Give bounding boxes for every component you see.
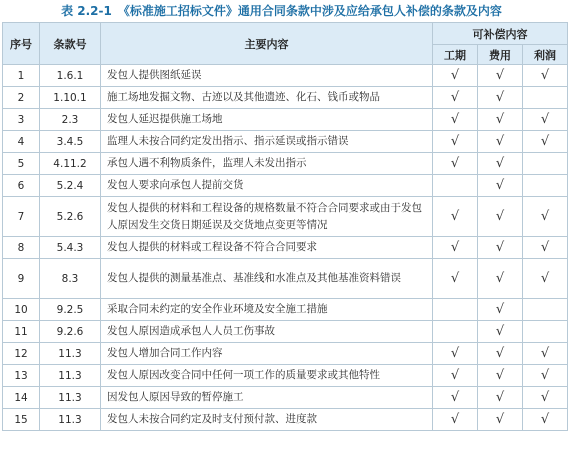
row-time-cell [433,175,478,197]
row-content: 发包人原因改变合同中任何一项工作的质量要求或其他特性 [101,365,433,387]
row-clause: 4.11.2 [40,153,101,175]
row-profit-cell [523,175,568,197]
row-cost-cell [478,237,523,259]
check-mark-icon: √ [450,209,460,224]
table-row [3,365,568,387]
table-row [3,175,568,197]
row-content: 监理人未按合同约定发出指示、指示延误或指示错误 [101,131,433,153]
row-content: 发包人增加合同工作内容 [101,343,433,365]
table-row [3,299,568,321]
table-row [3,409,568,431]
row-profit-cell [523,87,568,109]
row-time-cell [433,65,478,87]
check-mark-icon: √ [495,346,505,361]
table-row [3,237,568,259]
table-row [3,87,568,109]
row-clause: 11.3 [40,343,101,365]
check-mark-icon: √ [450,368,460,383]
check-mark-icon: √ [540,112,550,127]
row-profit-cell [523,365,568,387]
compensation-table [2,22,568,431]
row-seq: 5 [3,153,40,175]
row-clause: 11.3 [40,409,101,431]
row-clause: 11.3 [40,387,101,409]
row-content: 发包人提供图纸延误 [101,65,433,87]
row-cost-cell [478,109,523,131]
row-clause: 11.3 [40,365,101,387]
row-cost-cell [478,343,523,365]
check-mark-icon: √ [540,390,550,405]
table-row [3,109,568,131]
check-mark-icon: √ [450,390,460,405]
check-mark-icon: √ [495,271,505,286]
check-mark-icon: √ [540,271,550,286]
row-time-cell [433,343,478,365]
row-profit-cell [523,237,568,259]
check-mark-icon: √ [450,240,460,255]
row-time-cell [433,409,478,431]
check-mark-icon: √ [495,390,505,405]
row-seq: 8 [3,237,40,259]
row-content: 承包人遇不利物质条件，监理人未发出指示 [101,153,433,175]
table-row [3,343,568,365]
row-cost-cell [478,387,523,409]
header-clause: 条款号 [40,23,101,65]
row-seq: 1 [3,65,40,87]
check-mark-icon: √ [450,271,460,286]
row-time-cell [433,387,478,409]
row-profit-cell [523,259,568,299]
check-mark-icon: √ [495,112,505,127]
check-mark-icon: √ [450,346,460,361]
row-clause: 5.2.4 [40,175,101,197]
row-seq: 10 [3,299,40,321]
row-time-cell [433,197,478,237]
row-content: 发包人延迟提供施工场地 [101,109,433,131]
row-seq: 13 [3,365,40,387]
row-seq: 9 [3,259,40,299]
header-seq: 序号 [3,23,40,65]
row-cost-cell [478,153,523,175]
row-profit-cell [523,387,568,409]
row-seq: 14 [3,387,40,409]
row-cost-cell [478,409,523,431]
row-clause: 9.2.5 [40,299,101,321]
row-seq: 15 [3,409,40,431]
header-content: 主要内容 [101,23,433,65]
check-mark-icon: √ [495,209,505,224]
row-profit-cell [523,299,568,321]
check-mark-icon: √ [540,346,550,361]
row-content: 因发包人原因导致的暂停施工 [101,387,433,409]
row-content: 施工场地发掘文物、古迹以及其他遗迹、化石、钱币或物品 [101,87,433,109]
check-mark-icon: √ [540,240,550,255]
row-content: 发包人提供的材料或工程设备不符合合同要求 [101,237,433,259]
row-clause: 5.2.6 [40,197,101,237]
row-cost-cell [478,259,523,299]
check-mark-icon: √ [495,368,505,383]
check-mark-icon: √ [450,412,460,427]
table-row [3,131,568,153]
row-time-cell [433,365,478,387]
row-cost-cell [478,321,523,343]
row-cost-cell [478,175,523,197]
check-mark-icon: √ [495,412,505,427]
check-mark-icon: √ [495,240,505,255]
header-profit: 利润 [523,45,568,65]
row-seq: 12 [3,343,40,365]
check-mark-icon: √ [495,156,505,171]
row-seq: 4 [3,131,40,153]
check-mark-icon: √ [495,302,505,317]
row-seq: 11 [3,321,40,343]
check-mark-icon: √ [495,68,505,83]
check-mark-icon: √ [450,156,460,171]
check-mark-icon: √ [450,134,460,149]
row-profit-cell [523,109,568,131]
row-time-cell [433,237,478,259]
row-content: 采取合同未约定的安全作业环境及安全施工措施 [101,299,433,321]
row-profit-cell [523,153,568,175]
check-mark-icon: √ [540,209,550,224]
table-number: 表 2.2-1 [61,4,112,18]
row-time-cell [433,109,478,131]
row-clause: 8.3 [40,259,101,299]
row-profit-cell [523,321,568,343]
row-content: 发包人未按合同约定及时支付预付款、进度款 [101,409,433,431]
row-profit-cell [523,343,568,365]
check-mark-icon: √ [540,68,550,83]
row-cost-cell [478,87,523,109]
check-mark-icon: √ [450,90,460,105]
row-time-cell [433,299,478,321]
row-cost-cell [478,365,523,387]
check-mark-icon: √ [495,90,505,105]
row-cost-cell [478,197,523,237]
row-seq: 2 [3,87,40,109]
row-content: 发包人要求向承包人提前交货 [101,175,433,197]
table-title: 《标准施工招标文件》通用合同条款中涉及应给承包人补偿的条款及内容 [117,4,502,18]
row-clause: 3.4.5 [40,131,101,153]
table-caption [0,0,569,22]
check-mark-icon: √ [450,112,460,127]
row-clause: 1.10.1 [40,87,101,109]
row-time-cell [433,153,478,175]
row-time-cell [433,321,478,343]
header-time: 工期 [433,45,478,65]
row-time-cell [433,259,478,299]
row-cost-cell [478,131,523,153]
row-clause: 2.3 [40,109,101,131]
check-mark-icon: √ [495,324,505,339]
row-profit-cell [523,197,568,237]
table-row [3,65,568,87]
row-seq: 3 [3,109,40,131]
row-seq: 7 [3,197,40,237]
check-mark-icon: √ [540,368,550,383]
header-cost: 费用 [478,45,523,65]
table-row [3,321,568,343]
check-mark-icon: √ [540,412,550,427]
row-profit-cell [523,131,568,153]
row-content: 发包人提供的测量基准点、基准线和水准点及其他基准资料错误 [101,259,433,299]
header-compensable: 可补偿内容 [433,23,568,45]
table-row [3,259,568,299]
check-mark-icon: √ [540,134,550,149]
row-clause: 1.6.1 [40,65,101,87]
table-body [3,65,568,431]
row-profit-cell [523,65,568,87]
table-row [3,197,568,237]
table-row [3,153,568,175]
row-content: 发包人原因造成承包人人员工伤事故 [101,321,433,343]
row-profit-cell [523,409,568,431]
check-mark-icon: √ [495,134,505,149]
row-clause: 5.4.3 [40,237,101,259]
row-content: 发包人提供的材料和工程设备的规格数量不符合合同要求或由于发包人原因发生交货日期延误及交货地点变更等情况 [101,197,433,237]
check-mark-icon: √ [450,68,460,83]
check-mark-icon: √ [495,178,505,193]
row-time-cell [433,87,478,109]
row-seq: 6 [3,175,40,197]
row-cost-cell [478,65,523,87]
row-cost-cell [478,299,523,321]
row-clause: 9.2.6 [40,321,101,343]
row-time-cell [433,131,478,153]
table-row [3,387,568,409]
